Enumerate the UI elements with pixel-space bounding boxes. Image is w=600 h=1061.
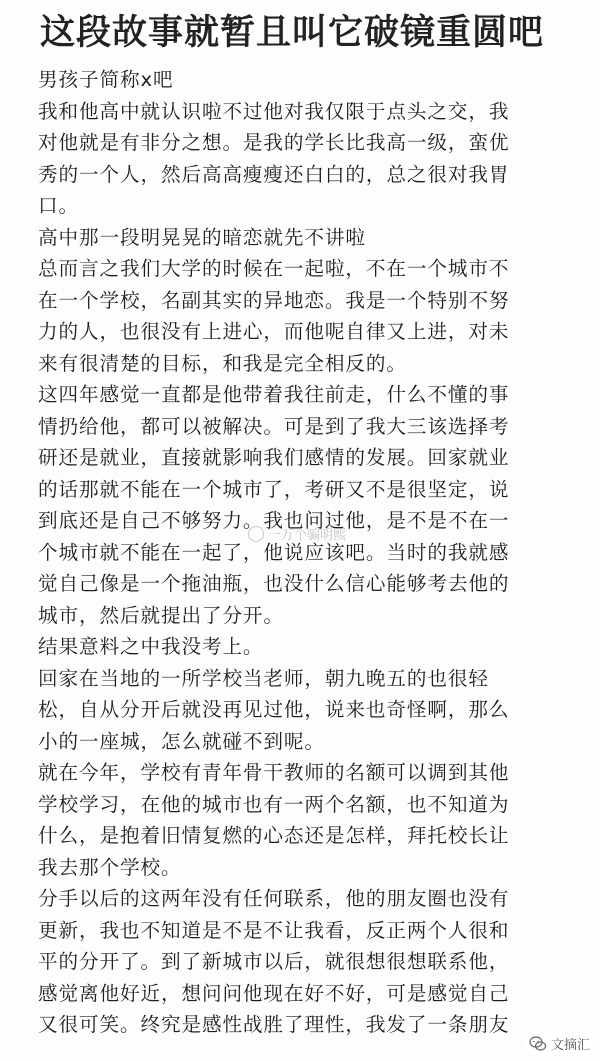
weibo-icon — [248, 526, 264, 542]
wechat-watermark-text: 文摘汇 — [550, 1038, 590, 1053]
story-line: 又很可笑。终究是感性战胜了理性，我发了一条朋友 — [38, 1013, 510, 1036]
story-line: 口。 — [38, 194, 79, 217]
story-line: 力的人，也很没有上进心，而他呢自律又上进，对未 — [38, 320, 510, 343]
story-line: 结果意料之中我没考上。 — [38, 635, 264, 658]
story-line: 什么，是抱着旧情复燃的心态还是怎样，拜托校长让 — [38, 824, 510, 847]
weibo-watermark-text: 一万个骗明熙 — [268, 528, 347, 543]
weibo-watermark — [248, 524, 346, 543]
story-line: 情扔给他，都可以被解决。可是到了我大三该选择考 — [38, 414, 510, 438]
story-title: 这段故事就暂且叫它破镜重圆吧 — [40, 13, 545, 53]
story-line: 分手以后的这两年没有任何联系，他的朋友圈也没有 — [38, 887, 510, 910]
story-line: 我和他高中就认识啦不过他对我仅限于点头之交，我 — [38, 99, 510, 123]
story-line: 就在今年，学校有青年骨干教师的名额可以调到其他 — [38, 761, 510, 784]
story-line: 学校学习，在他的城市也有一两个名额，也不知道为 — [38, 792, 510, 816]
story-line: 男孩子简称x吧 — [38, 68, 174, 91]
story-line: 到底还是自己不够努力。我也问过他，是不是不在一 — [38, 509, 510, 532]
story-line: 在一个学校，名副其实的异地恋。我是一个特别不努 — [38, 288, 510, 312]
story-line: 我去那个学校。 — [38, 855, 182, 879]
story-line: 回家在当地的一所学校当老师，朝九晚五的也很轻 — [38, 666, 489, 690]
story-line: 感觉离他好近，想问问他现在好不好，可是感觉自己 — [38, 981, 510, 1005]
story-line: 来有很清楚的目标，和我是完全相反的。 — [38, 351, 407, 375]
wechat-watermark — [525, 1032, 594, 1055]
story-line: 这四年感觉一直都是他带着我往前走，什么不懂的事 — [38, 383, 510, 406]
story-line: 秀的一个人，然后高高瘦瘦还白白的，总之很对我胃 — [38, 162, 510, 186]
story-line: 松，自从分开后就没再见过他，说来也奇怪啊，那么 — [38, 698, 510, 721]
story-line: 平的分开了。到了新城市以后，就很想很想联系他， — [38, 950, 510, 973]
story-line: 城市，然后就提出了分开。 — [38, 603, 284, 627]
wechat-icon — [529, 1035, 547, 1053]
story-line: 高中那一段明晃晃的暗恋就先不讲啦 — [38, 225, 366, 249]
story-line: 觉自己像是一个拖油瓶，也没什么信心能够考去他的 — [38, 572, 510, 595]
story-line: 个城市就不能在一起了，他说应该吧。当时的我就感 — [38, 540, 510, 564]
story-line: 对他就是有非分之想。是我的学长比我高一级，蛮优 — [38, 131, 510, 154]
story-line: 总而言之我们大学的时候在一起啦，不在一个城市不 — [38, 257, 510, 280]
story-line: 研还是就业，直接就影响我们感情的发展。回家就业 — [38, 446, 510, 469]
story-line: 的话那就不能在一个城市了，考研又不是很坚定，说 — [38, 477, 510, 501]
story-line: 更新，我也不知道是不是不让我看，反正两个人很和 — [38, 918, 510, 942]
story-line: 小的一座城，怎么就碰不到呢。 — [38, 729, 325, 753]
